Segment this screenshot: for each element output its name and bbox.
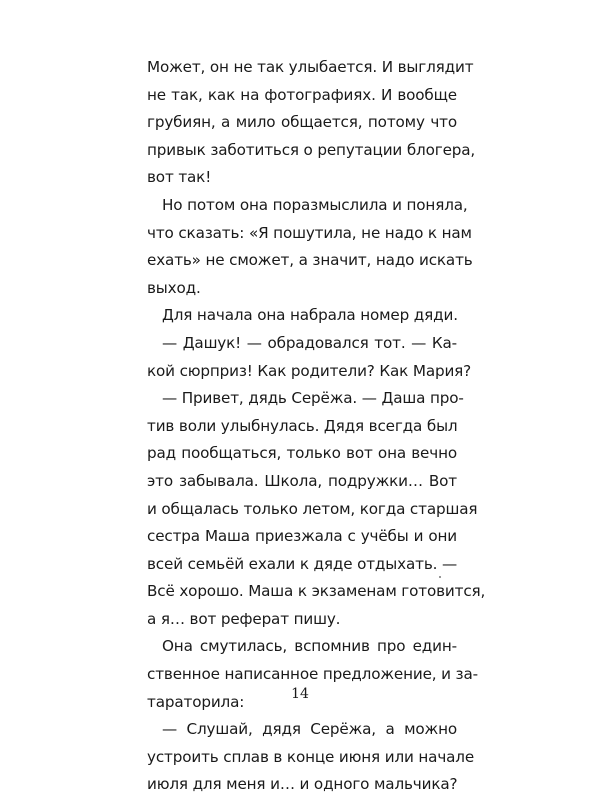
text-line: Для начала она набрала номер дяди. bbox=[162, 306, 458, 325]
text-line: что сказать: «Я пошутила, не надо к нам bbox=[147, 223, 472, 242]
text-line: Может, он не так улыбается. И выглядит bbox=[147, 58, 474, 76]
text-line: не так, как на фотографиях. И вообще bbox=[147, 85, 457, 104]
text-line: и общалась только летом, когда старшая bbox=[147, 499, 478, 518]
text-line: рад пообщаться, только вот она вечно bbox=[147, 444, 457, 463]
text-line: Она смутилась, вспомнив про един- bbox=[162, 637, 457, 656]
text-line: тив воли улыбнулась. Дядя всегда был bbox=[147, 416, 458, 435]
text-line: грубиян, а мило общается, потому что bbox=[147, 113, 457, 132]
text-line: вот так! bbox=[147, 168, 212, 187]
text-line: привык заботиться о репутации блогера, bbox=[147, 140, 476, 159]
text-line: ехать» не сможет, а значит, надо искать bbox=[147, 251, 473, 270]
text-line: всей семьёй ехали к дяде отдыхать. — bbox=[147, 554, 458, 573]
text-line: сестра Маша приезжала с учёбы и они bbox=[147, 527, 457, 546]
text-line: ственное написанное предложение, и за- bbox=[147, 665, 478, 684]
print-speck bbox=[439, 576, 441, 578]
text-line: устроить сплав в конце июня или начале bbox=[147, 747, 475, 766]
text-line: кой сюрприз! Как родители? Как Мария? bbox=[147, 361, 472, 380]
text-line: выход. bbox=[147, 278, 201, 297]
text-line: это забывала. Школа, подружки… Вот bbox=[147, 471, 457, 490]
text-line: а я… вот реферат пишу. bbox=[147, 609, 341, 628]
text-line: июля для меня и… и одного мальчика? bbox=[147, 775, 458, 794]
text-line: тараторила: bbox=[147, 692, 245, 711]
text-line: — Дашук! — обрадовался тот. — Ка- bbox=[162, 333, 457, 352]
text-line: — Слушай, дядя Серёжа, а можно bbox=[162, 720, 457, 739]
text-line: Всё хорошо. Маша к экзаменам готовится, bbox=[147, 582, 486, 601]
text-line: Но потом она поразмыслила и поняла, bbox=[162, 195, 468, 214]
page-number: 14 bbox=[291, 686, 309, 702]
text-line: — Привет, дядь Серёжа. — Даша про- bbox=[162, 389, 464, 408]
